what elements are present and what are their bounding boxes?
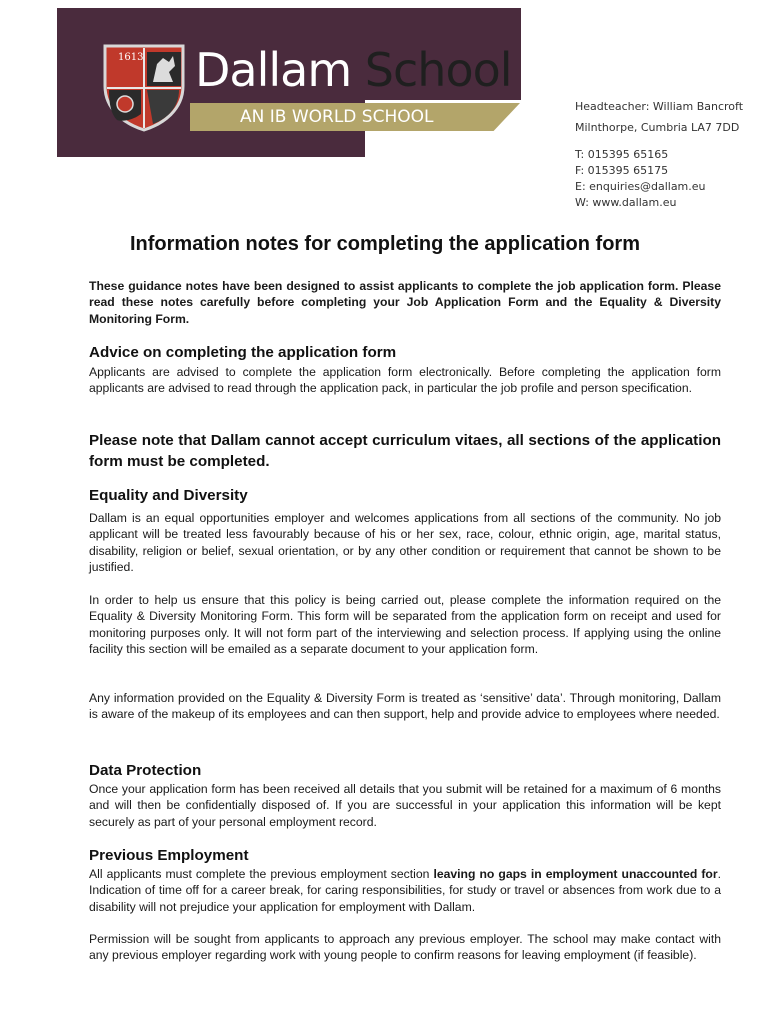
intro-paragraph: These guidance notes have been designed to assist applicants to complete the job application form. Please read these notes carefully before completing your Job Application Form and the Equality & Diversity Monitoring Form. bbox=[89, 279, 721, 326]
document-title: Information notes for completing the application form bbox=[129, 233, 640, 255]
previous-employment-text-b: . Indication of time off for a career break, for caring responsibilities, for study or travel or absences from work due to a disability will not prejudice your application for employment with Dallam. bbox=[89, 867, 721, 914]
equality-paragraph-3: Any information provided on the Equality & Diversity Form is treated as ‘sensitive’ data’. Through monitoring, Dallam is aware of the makeup of its employees and can then support, help and provide advice to employees where needed. bbox=[89, 691, 721, 722]
equality-paragraph-1: Dallam is an equal opportunities employer and welcomes applications from all sections of the community. No job applicant will be treated less favourably because of his or her sex, race, colour, ethnic origin, age, marital status, disability, religion or belief, sexual orientation, or by any other condition or requirement that cannot be shown to be justified. bbox=[89, 511, 721, 575]
advice-heading: Advice on completing the application form bbox=[89, 344, 397, 361]
school-crest-icon bbox=[103, 44, 185, 132]
previous-employment-emphasis: leaving no gaps in employment unaccounted for bbox=[433, 867, 718, 881]
school-name-part2: School bbox=[364, 43, 512, 97]
curriculum-vitae-notice: Please note that Dallam cannot accept curriculum vitaes, all sections of the application form must be completed. bbox=[89, 432, 721, 470]
email: E: enquiries@dallam.eu bbox=[575, 180, 706, 193]
address: Milnthorpe, Cumbria LA7 7DD bbox=[575, 121, 740, 134]
crest-year: 1613 bbox=[118, 52, 144, 63]
headteacher: Headteacher: William Bancroft bbox=[575, 100, 744, 113]
tagline: AN IB WORLD SCHOOL bbox=[240, 107, 434, 127]
previous-employment-paragraph-1 bbox=[89, 866, 721, 915]
equality-paragraph-2: In order to help us ensure that this policy is being carried out, please complete the information required on the Equality & Diversity Monitoring Form. This form will be separated from the application form on receipt and used for monitoring purposes only. It will not form part of the interviewing and selection process. If applying using the online facility this section will be emailed as a separate document to your application form. bbox=[89, 593, 721, 657]
previous-employment-text-a: All applicants must complete the previous employment section bbox=[89, 867, 434, 881]
website: W: www.dallam.eu bbox=[575, 196, 677, 209]
phone: T: 015395 65165 bbox=[575, 148, 669, 161]
school-name bbox=[195, 42, 512, 98]
previous-employment-heading: Previous Employment bbox=[89, 847, 249, 864]
data-protection-heading: Data Protection bbox=[89, 762, 202, 779]
equality-heading: Equality and Diversity bbox=[89, 487, 248, 504]
previous-employment-paragraph-2: Permission will be sought from applicants to approach any previous employer. The school may make contact with any previous employer regarding work with young people to confirm reasons for leaving employment (if feasible). bbox=[89, 932, 721, 963]
data-protection-paragraph: Once your application form has been received all details that you submit will be retained for a maximum of 6 months and will then be confidentially disposed of. If you are successful in your application this information will be kept securely as part of your personal employment record. bbox=[89, 782, 721, 829]
school-name-part1: Dallam bbox=[195, 43, 352, 97]
advice-paragraph: Applicants are advised to complete the application form electronically. Before completing the application form applicants are advised to read through the application pack, in particular the job profile and person specification. bbox=[89, 365, 721, 396]
fax: F: 015395 65175 bbox=[575, 164, 669, 177]
